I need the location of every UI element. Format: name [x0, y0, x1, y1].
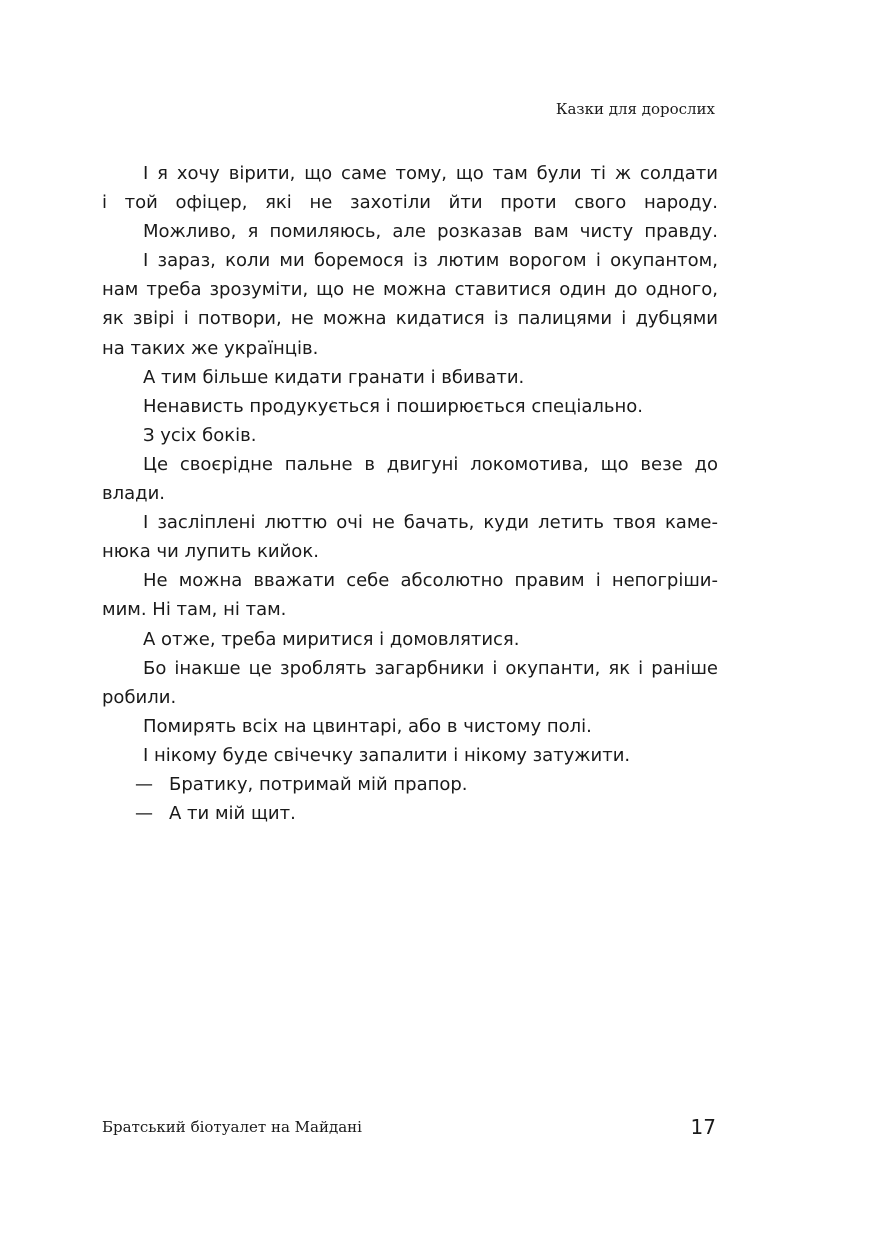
paragraph-line: А тим більше кидати гранати і вбивати. — [143, 366, 525, 388]
dialogue-line — [102, 770, 718, 799]
dialogue-text: Братику, потримай мій прапор. — [169, 773, 468, 795]
paragraph-line: І нікому буде свічечку запалити і нікому затужити. — [143, 744, 631, 766]
paragraph-line: А отже, треба миритися і домовлятися. — [143, 628, 520, 650]
paragraph-line: на таких же українців. — [102, 337, 319, 359]
paragraph-line: І засліплені люттю очі не бачать, куди летить твоя каме- — [143, 512, 718, 534]
paragraph-line: Можливо, я помиляюсь, але розказав вам чисту правду. — [143, 221, 718, 243]
paragraph-line: І я хочу вірити, що саме тому, що там були ті ж солдати — [143, 163, 718, 184]
page-number: 17 — [690, 1115, 716, 1139]
paragraph-line: Помирять всіх на цвинтарі, або в чистому полі. — [143, 715, 592, 737]
body-text — [102, 159, 718, 828]
em-dash: — — [135, 773, 153, 795]
running-footer: Братський біотуалет на Майдані — [102, 1118, 362, 1136]
paragraph-line: З усіх боків. — [143, 424, 257, 446]
running-header: Казки для дорослих — [555, 100, 715, 118]
paragraph-line: Не можна вважати себе абсолютно правим і непогріши- — [143, 570, 718, 592]
paragraph-line: і той офіцер, які не захотіли йти проти свого народу. — [102, 192, 718, 214]
paragraph-line: як звірі і потвори, не можна кидатися із палицями і дубцями — [102, 308, 718, 330]
paragraph-line: Це своєрідне пальне в двигуні локомотива, що везе до — [143, 453, 718, 475]
paragraph-line: Бо інакше це зроблять загарбники і окупанти, як і раніше — [143, 657, 718, 679]
paragraph-line: нам треба зрозуміти, що не можна ставитися один до одного, — [102, 279, 718, 301]
paragraph-line: Ненависть продукується і поширюється спеціально. — [143, 395, 643, 417]
paragraph-line: влади. — [102, 483, 166, 505]
dialogue-text: А ти мій щит. — [169, 803, 296, 825]
paragraph-line: мим. Ні там, ні там. — [102, 599, 287, 621]
paragraph-line: робили. — [102, 686, 177, 708]
dialogue-line — [102, 799, 718, 828]
paragraph-line: нюка чи лупить кийок. — [102, 541, 319, 563]
paragraph-line: І зараз, коли ми боремося із лютим ворогом і окупантом, — [143, 250, 718, 272]
em-dash: — — [135, 803, 153, 825]
